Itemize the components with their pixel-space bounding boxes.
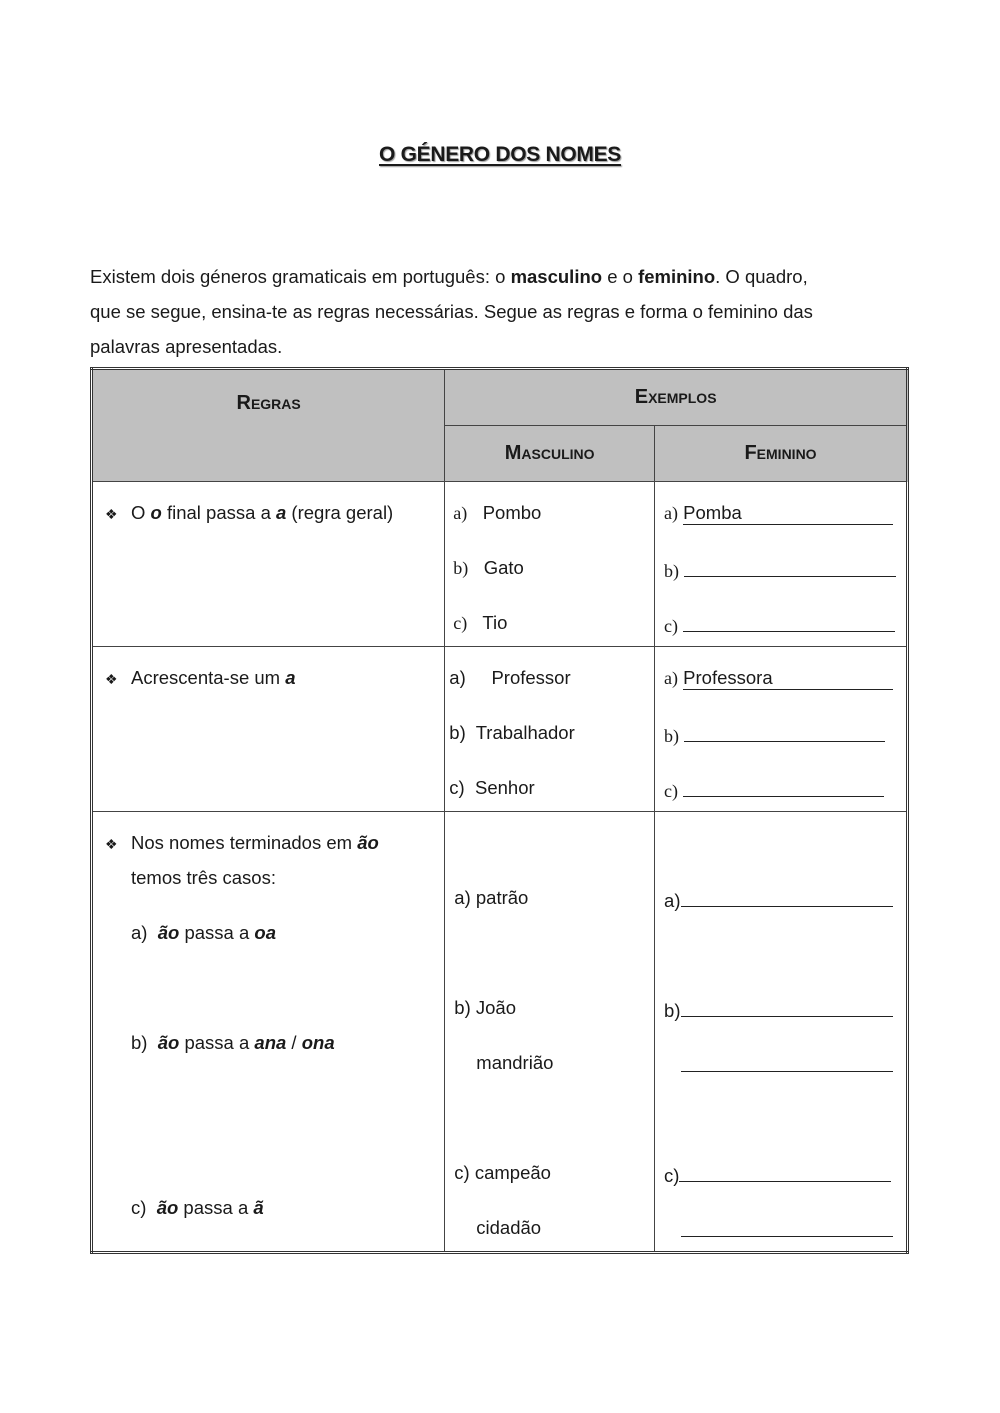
list-item: c) Tio	[453, 612, 508, 633]
header-masculino-cell	[445, 426, 655, 482]
list-item: mandrião	[476, 1052, 554, 1073]
bullet-icon: ❖	[105, 506, 118, 522]
header-exemplos: Exemplos	[634, 386, 717, 408]
row-1-feminino-cell	[655, 482, 908, 647]
answer-field[interactable]: b)	[664, 722, 885, 747]
list-item: a) Pombo	[453, 502, 542, 523]
intro-text: Existem dois géneros gramaticais em português: o	[90, 266, 511, 287]
header-feminino: Feminino	[744, 442, 817, 464]
rule-3-case-a: a) ão passa a oa	[131, 922, 276, 943]
answer-field[interactable]: b)	[664, 557, 896, 582]
rule-2-cell	[92, 647, 445, 812]
header-exemplos-cell	[445, 369, 908, 426]
intro-feminino: feminino	[638, 266, 716, 287]
row-2-masculino-cell	[445, 647, 655, 812]
intro-masculino: masculino	[510, 266, 603, 287]
row-1-masculino-cell	[445, 482, 655, 647]
answer-field[interactable]	[681, 1052, 893, 1077]
header-masculino: Masculino	[504, 442, 595, 464]
bullet-icon: ❖	[105, 671, 118, 687]
answer-field[interactable]: c)	[664, 777, 884, 802]
rule-1-cell	[92, 482, 445, 647]
list-item: b) João	[454, 997, 516, 1018]
list-item: b) Trabalhador	[449, 722, 575, 743]
list-item: c) Senhor	[449, 777, 535, 798]
list-item: a) patrão	[454, 887, 529, 908]
gender-rules-table	[90, 367, 909, 1254]
rule-3-cell	[92, 812, 445, 1253]
rule-3-case-b: b) ão passa a ana / ona	[131, 1032, 335, 1053]
rule-3-line-2: temos três casos:	[131, 867, 276, 888]
header-regras-cell	[92, 369, 445, 482]
row-2-feminino-cell	[655, 647, 908, 812]
intro-line-2: que se segue, ensina-te as regras necessárias. Segue as regras e forma o feminino das	[90, 301, 813, 322]
bullet-icon: ❖	[105, 836, 118, 852]
row-3-feminino-cell	[655, 812, 908, 1253]
rule-3: ❖ Nos nomes terminados em ão	[105, 832, 379, 853]
rule-3-case-c: c) ão passa a ã	[131, 1197, 264, 1218]
rule-2: ❖ Acrescenta-se um a	[105, 667, 296, 688]
answer-field[interactable]: b)	[664, 997, 892, 1022]
intro-line-3: palavras apresentadas.	[90, 336, 283, 357]
header-regras: Regras	[236, 392, 301, 414]
answer-field[interactable]: c)	[664, 612, 895, 637]
list-item: c) campeão	[454, 1162, 551, 1183]
answer-field[interactable]	[681, 1217, 893, 1242]
rule-1: ❖ O o final passa a a (regra geral)	[105, 502, 394, 523]
answer-field[interactable]: c)	[664, 1162, 891, 1187]
row-3-masculino-cell	[445, 812, 655, 1253]
intro-text: . O quadro,	[715, 266, 808, 287]
page-title: O GÉNERO DOS NOMES	[379, 143, 621, 166]
list-item: a) Professor	[449, 667, 571, 688]
answer-field[interactable]: a)	[664, 887, 892, 912]
header-feminino-cell	[655, 426, 908, 482]
list-item: cidadão	[476, 1217, 542, 1238]
intro-text: e o	[602, 266, 639, 287]
answer-field[interactable]: a) Professora	[664, 667, 893, 690]
answer-field[interactable]: a) Pomba	[664, 502, 893, 525]
intro-paragraph	[90, 259, 910, 364]
list-item: b) Gato	[453, 557, 524, 578]
